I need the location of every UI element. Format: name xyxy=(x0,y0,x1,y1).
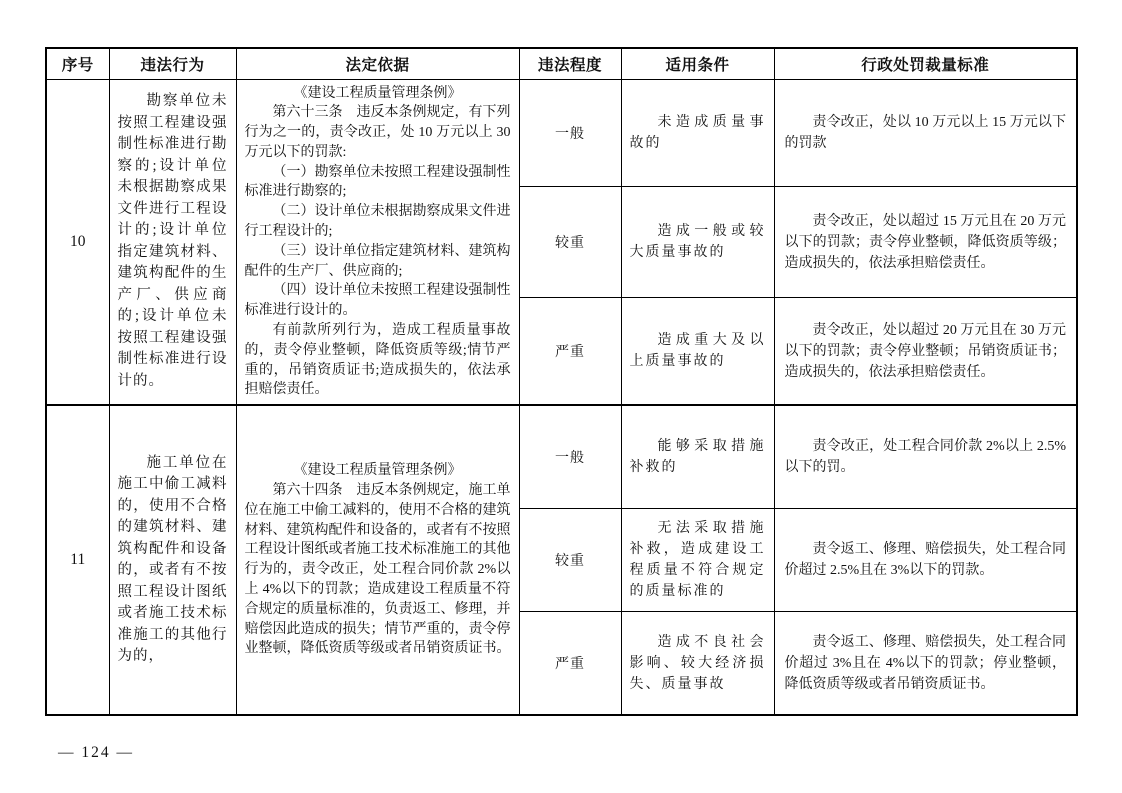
header-serial-number: 序号 xyxy=(46,48,109,79)
penalty-text: 责令改正，处以超过 15 万元且在 20 万元以下的罚款；责令停业整顿，降低资质等级；造成损失的，依法承担赔偿责任。 xyxy=(784,213,1066,271)
legal-basis-paragraph: 第六十四条 违反本条例规定，施工单位在施工中偷工减料的，使用不合格的建筑材料、建筑构配件和设备的，或者有不按照工程设计图纸或者施工技术标准施工的其他行为的，责令改正，处工程合同价款 2%以上 4%以下的罚款；造成建设工程质量不符合规定的质量标准的，负责返工、修理，并赔偿因此造成的损失；情节严重的，责令停业整顿，降低资质等级或者吊销资质证书。 xyxy=(244,483,511,657)
degree-level-cell: 严重 xyxy=(519,611,621,715)
condition-cell xyxy=(621,186,774,297)
header-applicable-condition: 适用条件 xyxy=(621,48,774,79)
penalty-cell xyxy=(774,186,1077,297)
degree-level-cell: 较重 xyxy=(519,186,621,297)
regulation-title: 《建设工程质量管理条例》 xyxy=(293,463,462,479)
legal-basis-cell xyxy=(236,79,519,405)
illegal-act-text: 勘察单位未按照工程建设强制性标准进行勘察的;设计单位未根据勘察成果文件进行工程设计的;设计单位指定建筑材料、建筑构配件的生产厂、供应商的;设计单位未按照工程建设强制性标准进行设计的。 xyxy=(117,93,228,389)
penalty-text: 责令改正，处工程合同价款 2%以上 2.5%以下的罚。 xyxy=(784,439,1066,475)
degree-level-cell: 较重 xyxy=(519,508,621,611)
table-row xyxy=(46,79,1077,186)
illegal-act-text: 施工单位在施工中偷工减料的，使用不合格的建筑材料、建筑构配件和设备的，或者有不按照工程设计图纸或者施工技术标准施工的其他行为的， xyxy=(117,454,228,665)
condition-text: 能够采取措施补救的 xyxy=(629,439,766,475)
header-legal-basis: 法定依据 xyxy=(236,48,519,79)
penalty-discretion-table xyxy=(45,47,1078,716)
condition-text: 未造成质量事故的 xyxy=(629,114,766,151)
serial-cell: 11 xyxy=(46,405,109,715)
page-number: — 124 — xyxy=(58,744,134,761)
condition-text: 无法采取措施补救，造成建设工程质量不符合规定的质量标准的 xyxy=(629,520,766,599)
table-row xyxy=(46,405,1077,508)
penalty-cell xyxy=(774,79,1077,186)
degree-level-cell: 严重 xyxy=(519,298,621,405)
condition-cell xyxy=(621,405,774,508)
condition-cell xyxy=(621,611,774,715)
degree-level-cell: 一般 xyxy=(519,405,621,508)
penalty-cell xyxy=(774,298,1077,405)
legal-basis-paragraph: （四）设计单位未按照工程建设强制性标准进行设计的。 xyxy=(244,283,511,319)
header-illegal-act: 违法行为 xyxy=(109,48,236,79)
penalty-cell xyxy=(774,611,1077,715)
legal-basis-paragraph: （一）勘察单位未按照工程建设强制性标准进行勘察的; xyxy=(244,164,511,200)
legal-basis-paragraph: （三）设计单位指定建筑材料、建筑构配件的生产厂、供应商的; xyxy=(244,243,511,279)
penalty-cell xyxy=(774,508,1077,611)
legal-basis-cell xyxy=(236,405,519,715)
regulation-title: 《建设工程质量管理条例》 xyxy=(293,85,462,101)
table-header-row xyxy=(46,48,1077,79)
illegal-act-cell xyxy=(109,405,236,715)
penalty-text: 责令改正，处以 10 万元以上 15 万元以下的罚款 xyxy=(784,114,1066,151)
condition-cell xyxy=(621,508,774,611)
condition-text: 造成重大及以上质量事故的 xyxy=(629,333,766,370)
penalty-text: 责令返工、修理、赔偿损失，处工程合同价超过 3%且在 4%以下的罚款；停业整顿，降低资质等级或者吊销资质证书。 xyxy=(784,634,1066,692)
condition-cell xyxy=(621,298,774,405)
legal-basis-paragraph: 有前款所列行为，造成工程质量事故的，责令停业整顿，降低资质等级;情节严重的，吊销资质证书;造成损失的，依法承担赔偿责任。 xyxy=(244,323,511,398)
penalty-text: 责令改正，处以超过 20 万元且在 30 万元以下的罚款；责令停业整顿；吊销资质证书；造成损失的，依法承担赔偿责任。 xyxy=(784,322,1066,380)
header-violation-degree: 违法程度 xyxy=(519,48,621,79)
condition-text: 造成不良社会影响、较大经济损失、质量事故 xyxy=(629,634,766,692)
legal-basis-paragraph: 第六十三条 违反本条例规定，有下列行为之一的，责令改正，处 10 万元以上 30 万元以下的罚款: xyxy=(244,105,511,160)
condition-cell xyxy=(621,79,774,186)
penalty-text: 责令返工、修理、赔偿损失，处工程合同价超过 2.5%且在 3%以下的罚款。 xyxy=(784,541,1066,578)
condition-text: 造成一般或较大质量事故的 xyxy=(629,224,766,261)
header-penalty-standard: 行政处罚裁量标准 xyxy=(774,48,1077,79)
serial-cell: 10 xyxy=(46,79,109,405)
penalty-cell xyxy=(774,405,1077,508)
legal-basis-paragraph: （二）设计单位未根据勘察成果文件进行工程设计的; xyxy=(244,204,511,240)
degree-level-cell: 一般 xyxy=(519,79,621,186)
illegal-act-cell xyxy=(109,79,236,405)
